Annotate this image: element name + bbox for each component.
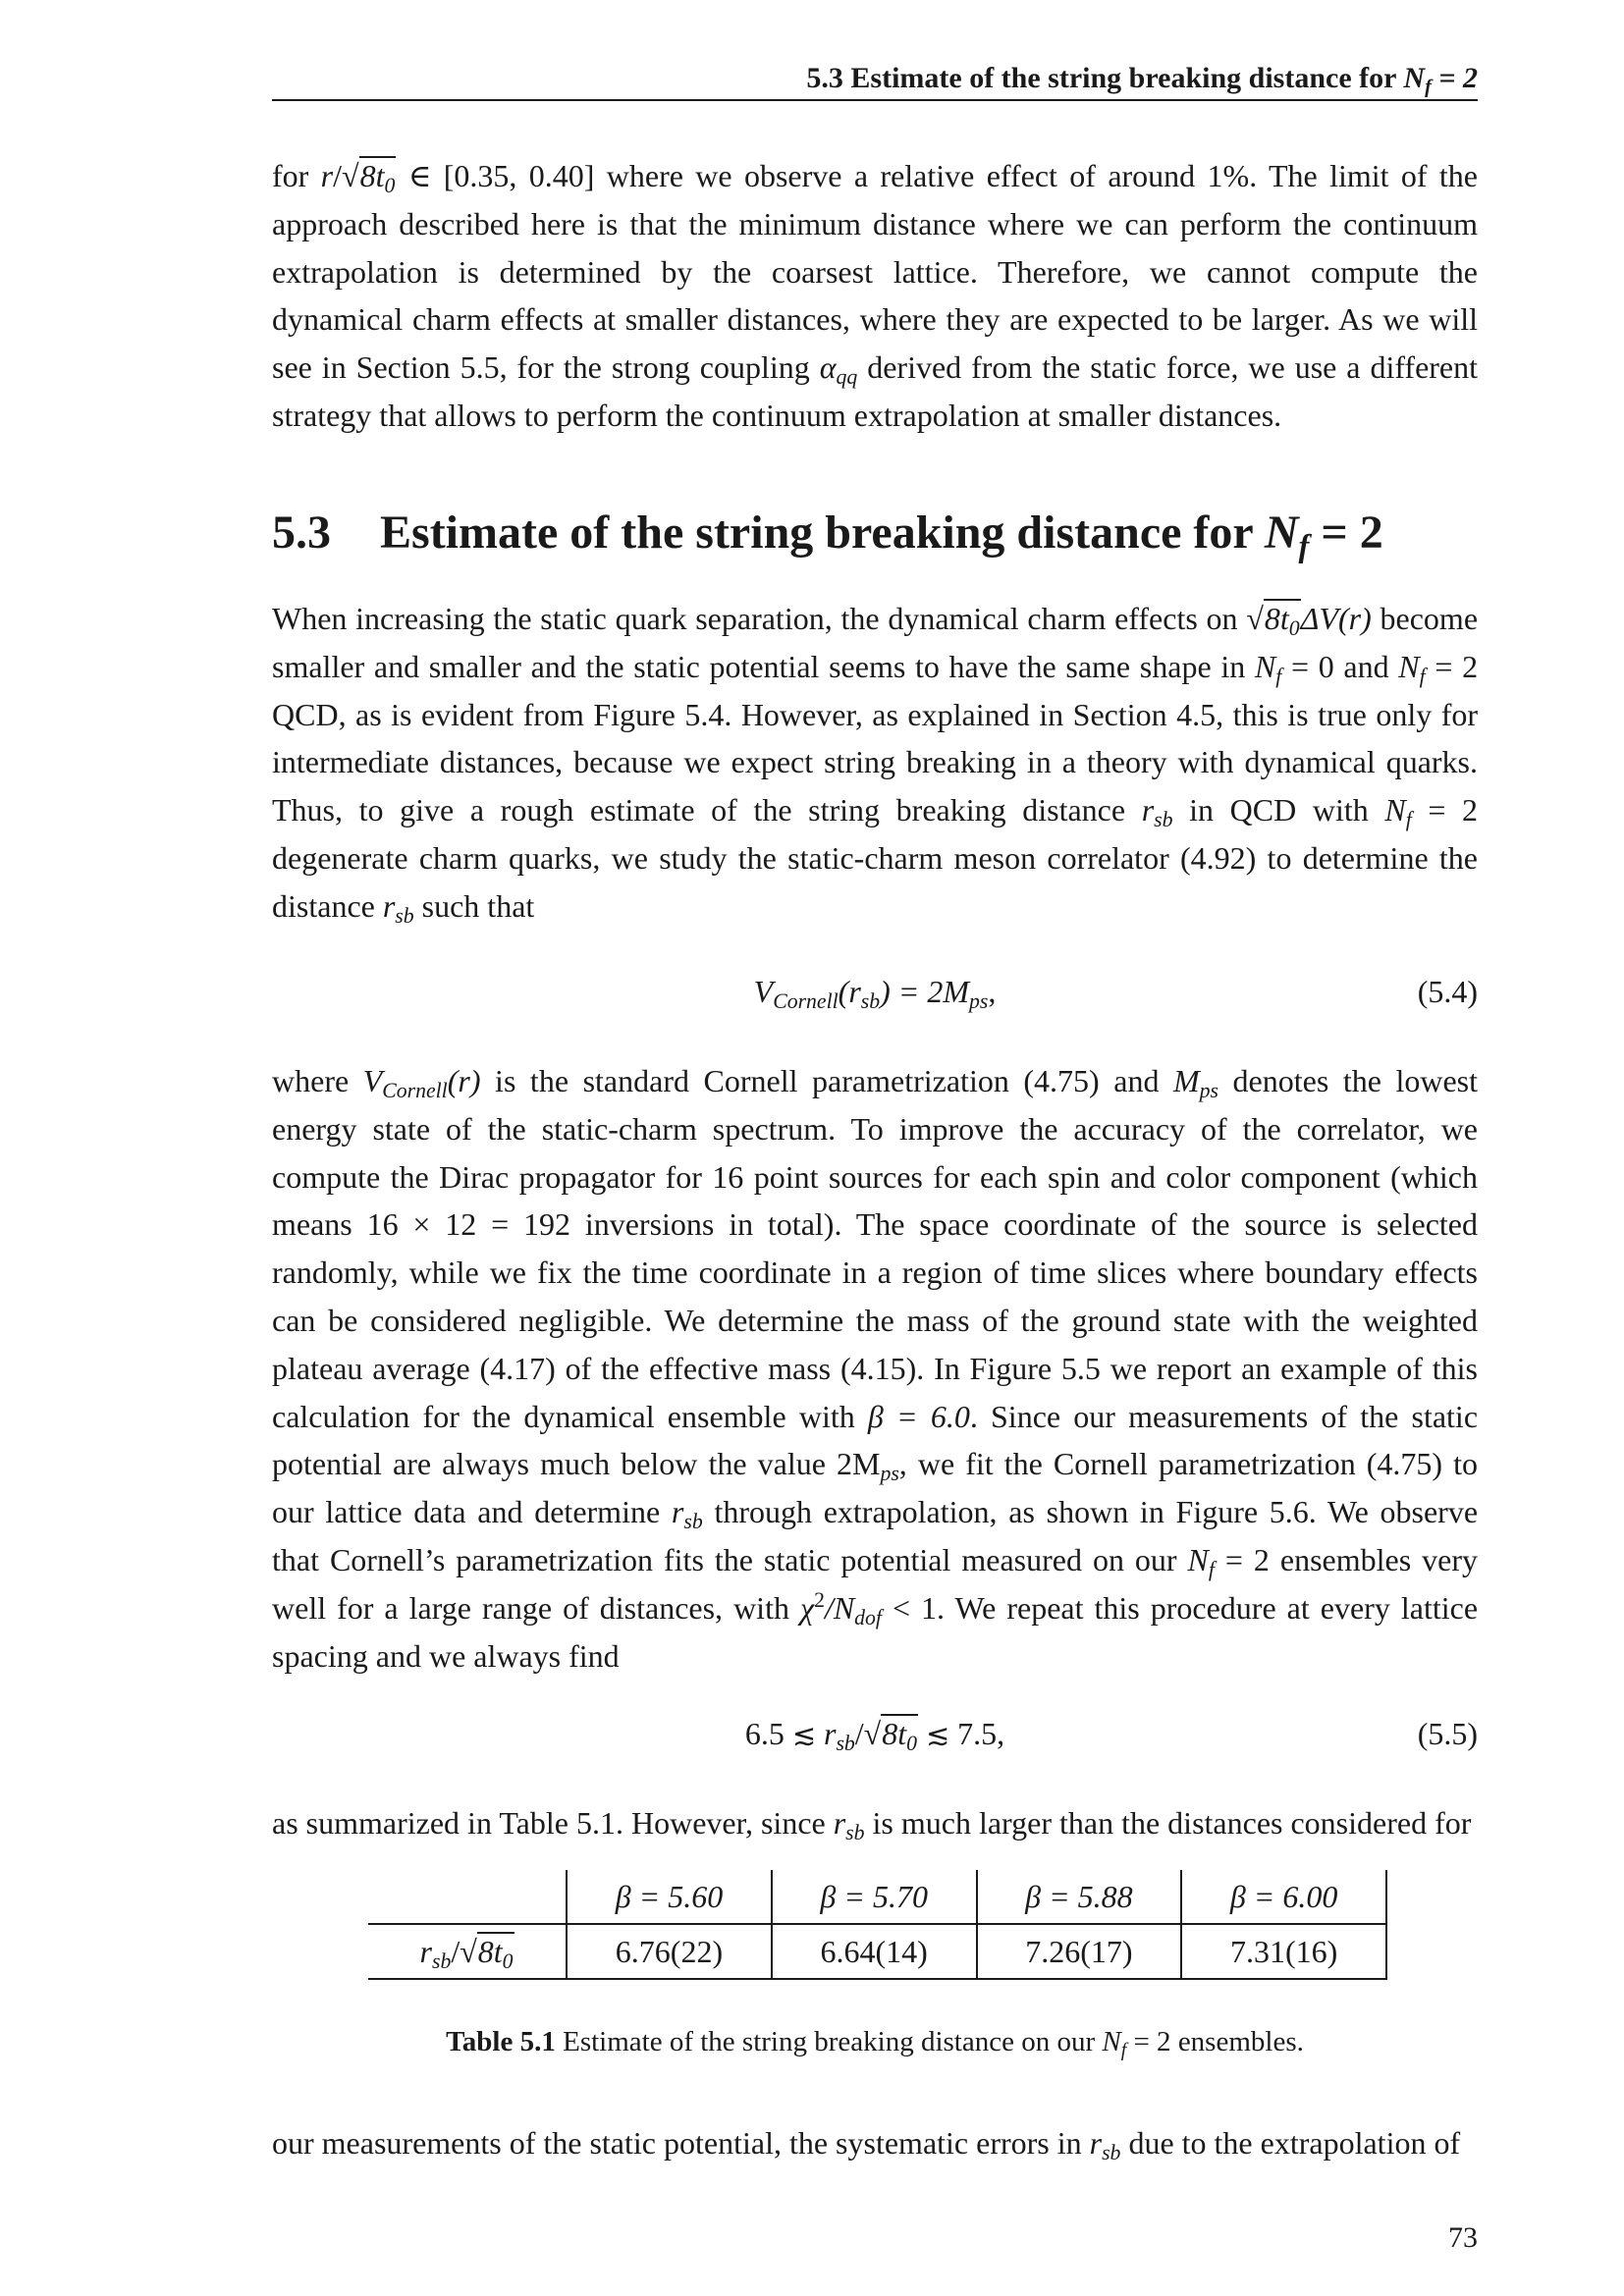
equation-5-5: 6.5 ≲ $r_{sb}/√8t_0$ ≲ 7.5, (5.5) [272,1710,1478,1757]
paragraph-continuation: our measurements of the static potential, the systematic errors in $r_{sb}$ due to the extrapolation of [272,2125,1461,2165]
table-cell: 6.64(14) [772,1924,977,1979]
header-rule [272,99,1478,101]
running-header: 5.3 Estimate of the string breaking distance for $N_f = 2$ [806,62,1478,98]
table-caption: Table 5.1 Estimate of the string breaking distance on our $N_f = 2$ ensembles. [446,2026,1304,2061]
equation-number: (5.5) [1417,1716,1478,1751]
paragraph-summary: as summarized in Table 5.1. However, since $r_{sb}$ is much larger than the distances considered for [272,1805,1472,1845]
column-header: β = 5.60 [567,1870,772,1924]
table-cell: 7.26(17) [977,1924,1182,1979]
intro-paragraph: for $r/√8t_0$ ∈ [0.35, 0.40] where we observe a relative effect of around 1%. The limit of the approach described here is that the minimum distance where we can perform the continuum extrapolation is determined by the coarsest lattice. Therefore, we cannot compute the dynamical charm effects at smaller distances, where they are expected to be larger. As we will see in Section 5.5, for the strong coupling $\alpha_{qq}$ derived from the static force, we use a different strategy that allows to perform the continuum extrapolation at smaller distances. [272,158,1479,433]
column-header: β = 5.88 [977,1870,1182,1924]
paragraph-method: where $V_{Cornell}(r)$ is the standard Cornell parametrization (4.75) and $M_{ps}$ denotes the lowest energy state of the static-charm spectrum. To improve the accuracy of the correlator, we compute the Dirac propagator for 16 point sources for each spin and color component (which means 16 × 12 = 192 inversions in total). The space coordinate of the source is selected randomly, while we fix the time coordinate in a region of time slices where boundary effects can be considered negligible. We determine the mass of the ground state with the weighted plateau average (4.17) of the effective mass (4.15). In Figure 5.5 we report an example of this calculation for the dynamical ensemble with β = 6.0. Since our measurements of the static potential are always much below the value $2M_{ps}$, we fit the Cornell parametrization (4.75) to our lattice data and determine $r_{sb}$ through extrapolation, as shown in Figure 5.6. We observe that Cornell’s parametrization fits the static potential measured on our $N_f = 2$ ensembles very well for a large range of distances, with $\chi^2/N_{dof} < 1$. We repeat this procedure at every lattice spacing and we always find [272,1063,1479,1674]
sqrt-8t0: $√8t_0$ [342,158,396,198]
table-header-row [368,1870,1386,1924]
equation-5-4: $V_{Cornell}(r_{sb}) = 2M_{ps}$, (5.4) [272,968,1478,1015]
row-label: $r_{sb}/√8t_0$ [368,1924,567,1979]
table-cell: 6.76(22) [567,1924,772,1979]
results-table [368,1870,1387,1980]
column-header: β = 5.70 [772,1870,977,1924]
equation-number: (5.4) [1417,974,1478,1009]
section-title: 5.3 Estimate of the string breaking distance for $N_f = 2$ [272,507,1383,565]
page-number: 73 [1448,2221,1478,2254]
table-row [368,1924,1386,1979]
table-cell: 7.31(16) [1181,1924,1386,1979]
header-math: $N_f = 2$ [1403,62,1478,98]
paragraph-string-breaking-intro: When increasing the static quark separation, the dynamical charm effects on $√8t_0\Delta V(r)$ become smaller and smaller and the static potential seems to have the same shape in $N_f = 0$ and $N_f = 2$ QCD, as is evident from Figure 5.4. However, as explained in Section 4.5, this is true only for intermediate distances, because we expect string breaking in a theory with dynamical quarks. Thus, to give a rough estimate of the string breaking distance $r_{sb}$ in QCD with $N_f = 2$ degenerate charm quarks, we study the static-charm meson correlator (4.92) to determine the distance $r_{sb}$ such that [272,601,1479,928]
column-header: β = 6.00 [1181,1870,1386,1924]
